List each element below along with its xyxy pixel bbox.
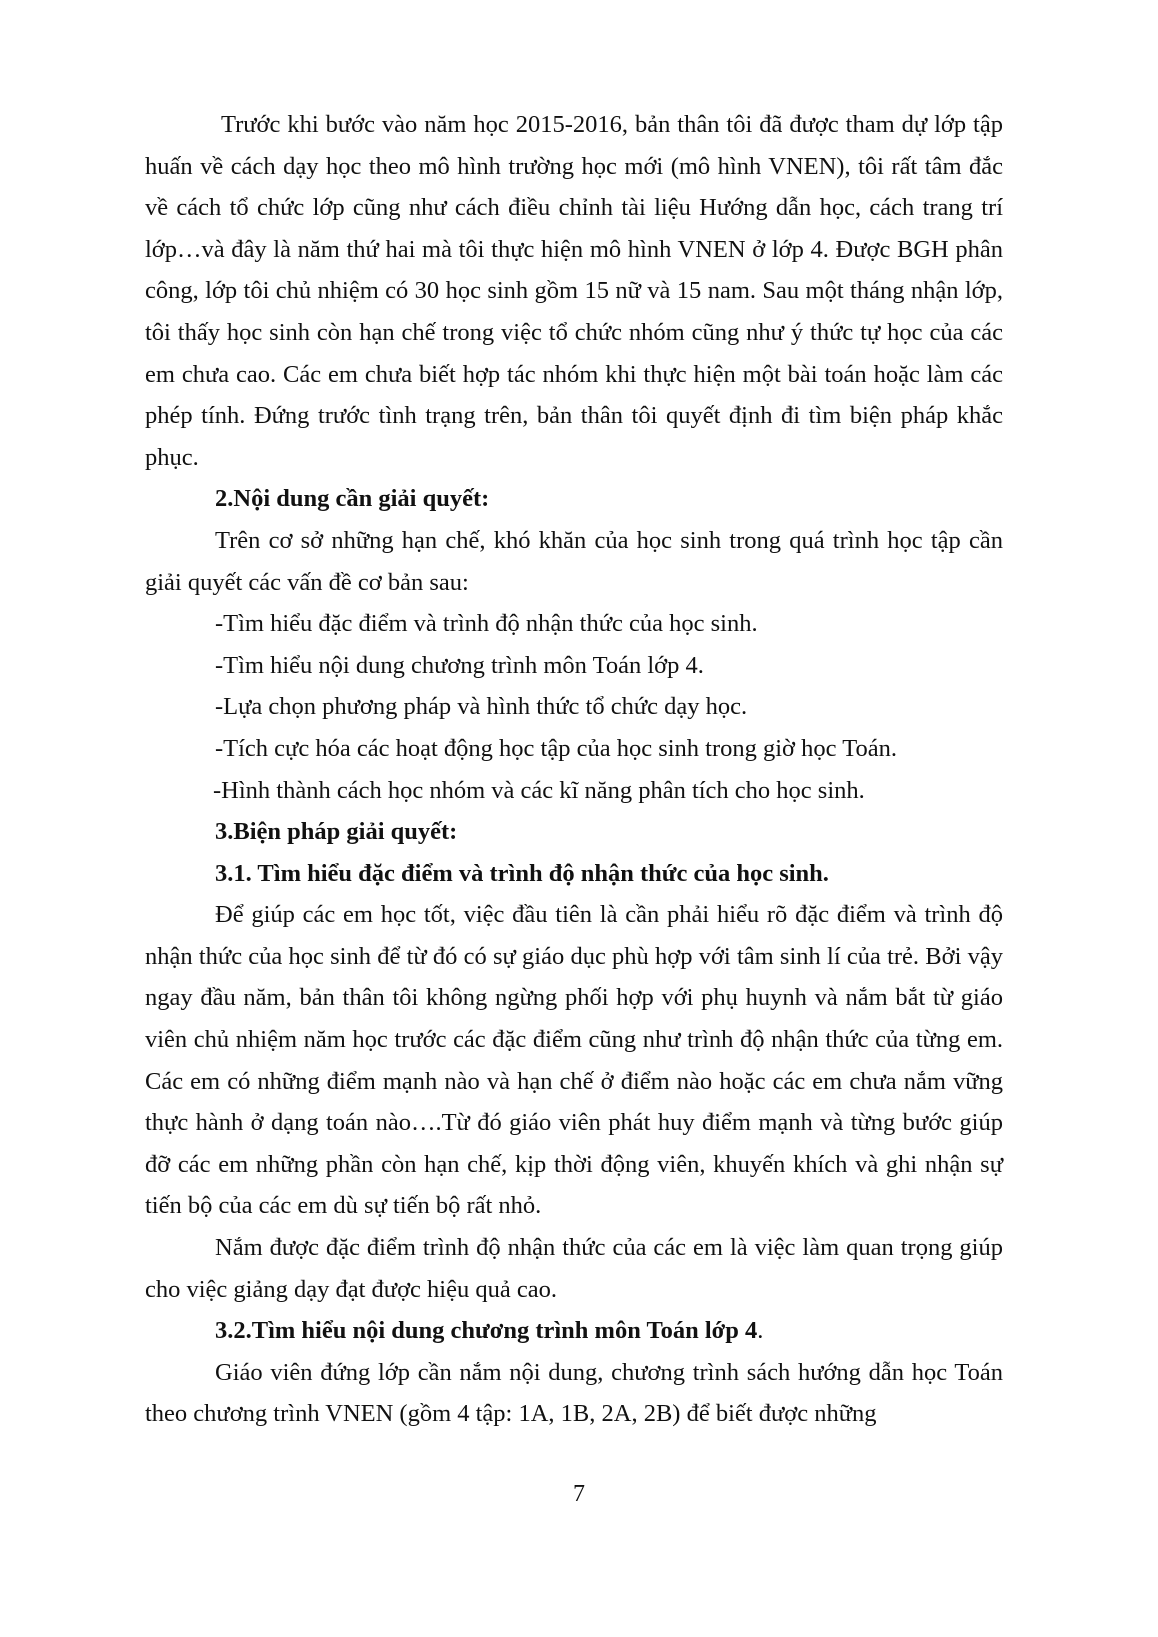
section-2-intro: Trên cơ sở những hạn chế, khó khăn của học sinh trong quá trình học tập cần giải quyết các vấn đề cơ bản sau:: [145, 526, 1003, 596]
section-2-item: -Tìm hiểu nội dung chương trình môn Toán lớp 4.: [215, 651, 704, 679]
section-3-1-heading: 3.1. Tìm hiểu đặc điểm và trình độ nhận thức của học sinh.: [215, 859, 829, 887]
section-3-heading: 3.Biện pháp giải quyết:: [215, 818, 458, 846]
section-3-1-paragraph: Nắm được đặc điểm trình độ nhận thức của các em là việc làm quan trọng giúp cho việc giảng dạy đạt được hiệu quả cao.: [145, 1234, 1003, 1303]
section-3-1-paragraph: Để giúp các em học tốt, việc đầu tiên là cần phải hiểu rõ đặc điểm và trình độ nhận thức của học sinh để từ đó có sự giáo dục phù hợp với tâm sinh lí của trẻ. Bởi vậy ngay đầu năm, bản thân tôi không ngừng phối hợp với phụ huynh và nắm bắt từ giáo viên chủ nhiệm năm học trước các đặc điểm cũng như trình độ nhận thức của từng em. Các em có những điểm mạnh nào và hạn chế ở điểm nào hoặc các em chưa nắm vững thực hành ở dạng toán nào….Từ đó giáo viên phát huy điểm mạnh và từng bước giúp đỡ các em những phần còn hạn chế, kịp thời động viên, khuyến khích và ghi nhận sự tiến bộ của các em dù sự tiến bộ rất nhỏ.: [145, 901, 1003, 1220]
section-2-item: -Tích cực hóa các hoạt động học tập của học sinh trong giờ học Toán.: [215, 734, 897, 762]
document-page: [145, 104, 1003, 1435]
page-number: 7: [573, 1481, 585, 1507]
section-3-2-heading: [145, 1310, 1003, 1352]
section-3-2-heading-suffix: .: [757, 1317, 764, 1345]
section-3-2-paragraph: Giáo viên đứng lớp cần nắm nội dung, chương trình sách hướng dẫn học Toán theo chương trình VNEN (gồm 4 tập: 1A, 1B, 2A, 2B) để biết được những: [145, 1358, 1003, 1428]
section-2-item: -Tìm hiểu đặc điểm và trình độ nhận thức của học sinh.: [215, 610, 758, 638]
intro-paragraph: Trước khi bước vào năm học 2015-2016, bản thân tôi đã được tham dự lớp tập huấn về cách dạy học theo mô hình trường học mới (mô hình VNEN), tôi rất tâm đắc về cách tổ chức lớp cũng như cách điều chỉnh tài liệu Hướng dẫn học, cách trang trí lớp…và đây là năm thứ hai mà tôi thực hiện mô hình VNEN ở lớp 4. Được BGH phân công, lớp tôi chủ nhiệm có 30 học sinh gồm 15 nữ và 15 nam. Sau một tháng nhận lớp, tôi thấy học sinh còn hạn chế trong việc tổ chức nhóm cũng như ý thức tự học của các em chưa cao. Các em chưa biết hợp tác nhóm khi thực hiện một bài toán hoặc làm các phép tính. Đứng trước tình trạng trên, bản thân tôi quyết định đi tìm biện pháp khắc phục.: [145, 111, 1003, 471]
section-2-item: -Lựa chọn phương pháp và hình thức tổ chức dạy học.: [215, 693, 748, 721]
section-2-item: -Hình thành cách học nhóm và các kĩ năng phân tích cho học sinh.: [213, 776, 865, 804]
section-3-2-heading-text: 3.2.Tìm hiểu nội dung chương trình môn Toán lớp 4: [215, 1317, 758, 1345]
section-2-heading: 2.Nội dung cần giải quyết:: [215, 485, 490, 513]
